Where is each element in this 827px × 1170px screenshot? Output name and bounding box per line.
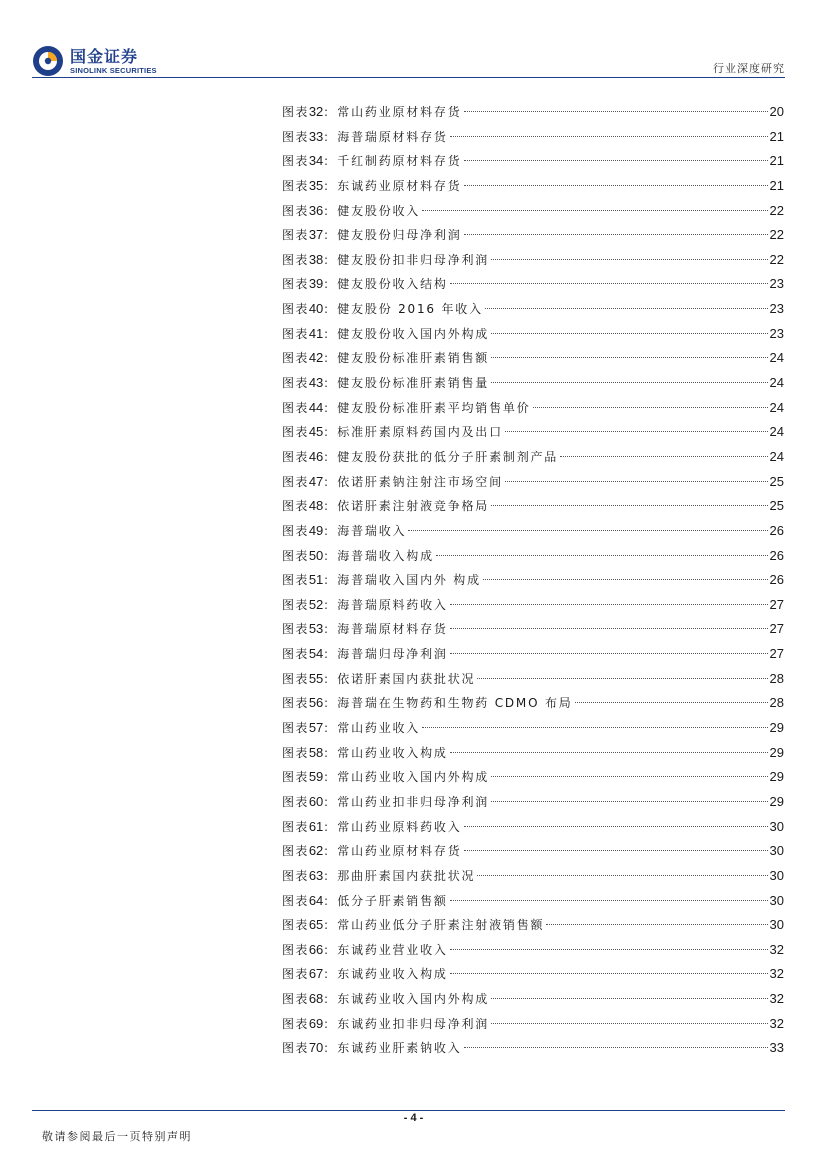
toc-label: 图表 xyxy=(282,105,309,119)
toc-colon: ： xyxy=(323,770,338,785)
toc-title: 健友股份获批的低分子肝素制剂产品 xyxy=(337,449,559,464)
toc-title: 常山药业扣非归母净利润 xyxy=(337,794,490,809)
toc-page-number: 24 xyxy=(769,448,784,464)
toc-page-number: 27 xyxy=(769,646,784,662)
toc-title: 健友股份 2016 年收入 xyxy=(337,302,483,317)
toc-label: 图表 xyxy=(282,819,309,834)
toc-label: 图表 xyxy=(282,400,309,415)
toc-figure-number: 41 xyxy=(308,325,324,341)
toc-figure-number: 38 xyxy=(308,251,324,267)
footer-divider xyxy=(32,1110,785,1111)
toc-page-number: 22 xyxy=(769,202,784,218)
toc-title: 依诺肝素国内获批状况 xyxy=(337,671,476,686)
toc-title: 常山药业原材料存货 xyxy=(337,105,462,119)
toc-page-number: 29 xyxy=(769,720,784,736)
toc-figure-number: 55 xyxy=(308,670,324,686)
toc-entry[interactable] xyxy=(282,815,784,840)
toc-label: 图表 xyxy=(282,622,309,637)
toc-page-number: 29 xyxy=(769,769,784,785)
toc-title: 东诚药业收入国内外构成 xyxy=(337,992,490,1007)
toc-entry[interactable] xyxy=(282,371,784,396)
toc-dot-leader xyxy=(450,973,768,974)
toc-figure-number: 66 xyxy=(308,941,324,957)
toc-figure-number: 44 xyxy=(308,399,324,415)
toc-entry[interactable] xyxy=(282,839,784,864)
toc-entry[interactable] xyxy=(282,691,784,716)
toc-colon: ： xyxy=(323,277,338,292)
toc-page-number: 32 xyxy=(769,966,784,982)
toc-page-number: 27 xyxy=(769,596,784,612)
toc-label: 图表 xyxy=(282,868,309,883)
toc-title: 东诚药业肝素钠收入 xyxy=(337,1041,462,1056)
toc-colon: ： xyxy=(323,1041,338,1056)
sinolink-logo-icon xyxy=(32,45,64,77)
toc-figure-number: 46 xyxy=(308,448,324,464)
toc-figure-number: 33 xyxy=(308,128,324,144)
toc-title: 海普瑞收入 xyxy=(337,523,407,538)
logo-chinese-name: 国金证券 xyxy=(70,46,139,66)
toc-title: 东诚药业收入构成 xyxy=(337,967,448,982)
toc-entry[interactable] xyxy=(282,938,784,963)
toc-label: 图表 xyxy=(282,499,309,514)
toc-page-number: 26 xyxy=(769,572,784,588)
toc-colon: ： xyxy=(323,474,338,489)
toc-label: 图表 xyxy=(282,696,309,711)
toc-page-number: 24 xyxy=(769,399,784,415)
toc-page-number: 30 xyxy=(769,867,784,883)
toc-dot-leader xyxy=(450,283,768,284)
toc-figure-number: 39 xyxy=(308,276,324,292)
toc-colon: ： xyxy=(323,918,338,933)
toc-title: 低分子肝素销售额 xyxy=(337,893,448,908)
toc-entry[interactable] xyxy=(282,962,784,987)
toc-label: 图表 xyxy=(282,376,309,391)
toc-figure-number: 36 xyxy=(308,202,324,218)
toc-dot-leader xyxy=(505,431,768,432)
toc-figure-number: 63 xyxy=(308,867,324,883)
toc-figure-number: 68 xyxy=(308,991,324,1007)
toc-colon: ： xyxy=(323,647,338,662)
toc-entry[interactable] xyxy=(282,445,784,470)
toc-page-number: 20 xyxy=(769,104,784,119)
toc-label: 图表 xyxy=(282,277,309,292)
toc-colon: ： xyxy=(323,425,338,440)
toc-entry[interactable] xyxy=(282,174,784,199)
toc-dot-leader xyxy=(464,111,768,112)
toc-dot-leader xyxy=(422,210,767,211)
toc-colon: ： xyxy=(323,868,338,883)
toc-colon: ： xyxy=(323,154,338,169)
toc-dot-leader xyxy=(450,653,768,654)
toc-title: 健友股份收入 xyxy=(337,203,421,218)
toc-title: 常山药业原材料存货 xyxy=(337,844,462,859)
toc-figure-number: 52 xyxy=(308,596,324,612)
toc-entry[interactable] xyxy=(282,420,784,445)
toc-colon: ： xyxy=(323,400,338,415)
toc-title: 海普瑞原料药收入 xyxy=(337,597,448,612)
toc-page-number: 24 xyxy=(769,350,784,366)
toc-colon: ： xyxy=(323,351,338,366)
toc-label: 图表 xyxy=(282,573,309,588)
toc-page-number: 23 xyxy=(769,276,784,292)
toc-dot-leader xyxy=(477,678,767,679)
toc-entry[interactable] xyxy=(282,470,784,495)
toc-page-number: 21 xyxy=(769,153,784,169)
toc-dot-leader xyxy=(450,604,768,605)
toc-entry[interactable] xyxy=(282,667,784,692)
toc-colon: ： xyxy=(323,1016,338,1031)
toc-page-number: 23 xyxy=(769,301,784,317)
toc-figure-number: 64 xyxy=(308,892,324,908)
toc-page-number: 21 xyxy=(769,128,784,144)
toc-title: 健友股份扣非归母净利润 xyxy=(337,252,490,267)
toc-page-number: 30 xyxy=(769,818,784,834)
toc-title: 海普瑞在生物药和生物药 CDMO 布局 xyxy=(337,696,573,711)
toc-dot-leader xyxy=(485,308,768,309)
toc-dot-leader xyxy=(560,456,767,457)
toc-figure-number: 32 xyxy=(308,104,324,119)
toc-dot-leader xyxy=(491,998,767,999)
toc-title: 海普瑞原材料存货 xyxy=(337,622,448,637)
toc-title: 东诚药业扣非归母净利润 xyxy=(337,1016,490,1031)
toc-entry[interactable] xyxy=(282,396,784,421)
toc-dot-leader xyxy=(464,826,768,827)
toc-label: 图表 xyxy=(282,129,309,144)
toc-colon: ： xyxy=(323,228,338,243)
toc-colon: ： xyxy=(323,326,338,341)
toc-entry[interactable] xyxy=(282,913,784,938)
toc-entry[interactable] xyxy=(282,494,784,519)
toc-label: 图表 xyxy=(282,252,309,267)
toc-title: 依诺肝素钠注射注市场空间 xyxy=(337,474,503,489)
toc-entry[interactable] xyxy=(282,1036,784,1061)
toc-page-number: 22 xyxy=(769,227,784,243)
toc-figure-number: 50 xyxy=(308,547,324,563)
toc-dot-leader xyxy=(533,407,768,408)
toc-entry[interactable] xyxy=(282,889,784,914)
toc-label: 图表 xyxy=(282,844,309,859)
toc-colon: ： xyxy=(323,573,338,588)
toc-colon: ： xyxy=(323,819,338,834)
toc-entry[interactable] xyxy=(282,1012,784,1037)
toc-colon: ： xyxy=(323,597,338,612)
toc-page-number: 29 xyxy=(769,793,784,809)
toc-title: 常山药业收入国内外构成 xyxy=(337,770,490,785)
toc-figure-number: 70 xyxy=(308,1040,324,1056)
toc-figure-number: 37 xyxy=(308,227,324,243)
toc-dot-leader xyxy=(575,702,768,703)
toc-dot-leader xyxy=(491,333,767,334)
page-header xyxy=(0,0,827,80)
toc-label: 图表 xyxy=(282,302,309,317)
toc-figure-number: 35 xyxy=(308,177,324,193)
toc-colon: ： xyxy=(323,992,338,1007)
toc-label: 图表 xyxy=(282,893,309,908)
toc-dot-leader xyxy=(450,136,768,137)
toc-label: 图表 xyxy=(282,671,309,686)
toc-figure-number: 48 xyxy=(308,498,324,514)
toc-entry[interactable] xyxy=(282,519,784,544)
toc-label: 图表 xyxy=(282,992,309,1007)
toc-page-number: 23 xyxy=(769,325,784,341)
toc-page-number: 28 xyxy=(769,670,784,686)
toc-label: 图表 xyxy=(282,154,309,169)
toc-page-number: 30 xyxy=(769,917,784,933)
toc-dot-leader xyxy=(408,530,767,531)
toc-title: 东诚药业原材料存货 xyxy=(337,178,462,193)
toc-title: 海普瑞原材料存货 xyxy=(337,129,448,144)
toc-title: 常山药业原料药收入 xyxy=(337,819,462,834)
toc-title: 千红制药原材料存货 xyxy=(337,154,462,169)
toc-page-number: 25 xyxy=(769,473,784,489)
toc-figure-number: 47 xyxy=(308,473,324,489)
toc-page-number: 32 xyxy=(769,991,784,1007)
toc-label: 图表 xyxy=(282,721,309,736)
toc-label: 图表 xyxy=(282,228,309,243)
toc-entry[interactable] xyxy=(282,248,784,273)
toc-page-number: 30 xyxy=(769,892,784,908)
toc-colon: ： xyxy=(323,893,338,908)
toc-title: 健友股份标准肝素销售额 xyxy=(337,351,490,366)
toc-colon: ： xyxy=(323,178,338,193)
toc-page-number: 32 xyxy=(769,941,784,957)
toc-figure-number: 45 xyxy=(308,424,324,440)
toc-dot-leader xyxy=(450,752,768,753)
toc-label: 图表 xyxy=(282,548,309,563)
toc-entry[interactable] xyxy=(282,125,784,150)
toc-label: 图表 xyxy=(282,203,309,218)
toc-label: 图表 xyxy=(282,351,309,366)
toc-colon: ： xyxy=(323,129,338,144)
toc-entry[interactable] xyxy=(282,642,784,667)
toc-title: 标准肝素原料药国内及出口 xyxy=(337,425,503,440)
toc-title: 健友股份标准肝素销售量 xyxy=(337,376,490,391)
toc-label: 图表 xyxy=(282,770,309,785)
toc-entry[interactable] xyxy=(282,149,784,174)
toc-page-number: 26 xyxy=(769,547,784,563)
toc-label: 图表 xyxy=(282,597,309,612)
toc-entry[interactable] xyxy=(282,223,784,248)
toc-page-number: 24 xyxy=(769,424,784,440)
toc-page-number: 30 xyxy=(769,843,784,859)
toc-colon: ： xyxy=(323,745,338,760)
toc-label: 图表 xyxy=(282,942,309,957)
toc-entry[interactable] xyxy=(282,593,784,618)
toc-page-number: 33 xyxy=(769,1040,784,1056)
toc-label: 图表 xyxy=(282,326,309,341)
toc-page-number: 25 xyxy=(769,498,784,514)
toc-label: 图表 xyxy=(282,647,309,662)
toc-figure-number: 62 xyxy=(308,843,324,859)
toc-figure-number: 67 xyxy=(308,966,324,982)
header-divider xyxy=(32,77,785,78)
toc-colon: ： xyxy=(323,523,338,538)
toc-title: 海普瑞归母净利润 xyxy=(337,647,448,662)
toc-dot-leader xyxy=(450,900,768,901)
toc-title: 依诺肝素注射液竞争格局 xyxy=(337,499,490,514)
toc-dot-leader xyxy=(477,875,767,876)
toc-label: 图表 xyxy=(282,449,309,464)
toc-entry[interactable] xyxy=(282,199,784,224)
toc-figure-number: 61 xyxy=(308,818,324,834)
toc-title: 东诚药业营业收入 xyxy=(337,942,448,957)
toc-dot-leader xyxy=(491,801,767,802)
logo-english-name: SINOLINK SECURITIES xyxy=(70,65,157,75)
toc-colon: ： xyxy=(323,449,338,464)
toc-dot-leader xyxy=(491,259,767,260)
toc-colon: ： xyxy=(323,252,338,267)
toc-label: 图表 xyxy=(282,745,309,760)
toc-colon: ： xyxy=(323,794,338,809)
toc-dot-leader xyxy=(464,160,768,161)
toc-entry[interactable] xyxy=(282,790,784,815)
toc-label: 图表 xyxy=(282,1041,309,1056)
footer-disclaimer: 敬请参阅最后一页特别声明 xyxy=(42,1130,192,1143)
toc-entry[interactable] xyxy=(282,987,784,1012)
toc-figure-number: 53 xyxy=(308,621,324,637)
toc-colon: ： xyxy=(323,844,338,859)
toc-figure-number: 43 xyxy=(308,375,324,391)
toc-page-number: 28 xyxy=(769,695,784,711)
toc-title: 海普瑞收入构成 xyxy=(337,548,434,563)
toc-title: 健友股份归母净利润 xyxy=(337,228,462,243)
toc-title: 常山药业低分子肝素注射液销售额 xyxy=(337,918,545,933)
toc-entry[interactable] xyxy=(282,765,784,790)
toc-figure-number: 49 xyxy=(308,522,324,538)
toc-title: 常山药业收入构成 xyxy=(337,745,448,760)
toc-figure-number: 59 xyxy=(308,769,324,785)
toc-entry[interactable] xyxy=(282,272,784,297)
toc-colon: ： xyxy=(323,548,338,563)
toc-title: 健友股份标准肝素平均销售单价 xyxy=(337,400,531,415)
toc-page-number: 22 xyxy=(769,251,784,267)
toc-figure-number: 60 xyxy=(308,793,324,809)
toc-page-number: 26 xyxy=(769,522,784,538)
toc-figure-number: 51 xyxy=(308,572,324,588)
toc-dot-leader xyxy=(491,1023,767,1024)
toc-colon: ： xyxy=(323,967,338,982)
toc-entry[interactable] xyxy=(282,568,784,593)
toc-entry[interactable] xyxy=(282,346,784,371)
toc-title: 海普瑞收入国内外 构成 xyxy=(337,573,481,588)
toc-page-number: 29 xyxy=(769,744,784,760)
report-type: 行业深度研究 xyxy=(713,62,785,75)
toc-dot-leader xyxy=(450,628,768,629)
toc-figure-number: 57 xyxy=(308,720,324,736)
toc-dot-leader xyxy=(422,727,767,728)
toc-figure-number: 40 xyxy=(308,301,324,317)
toc-colon: ： xyxy=(323,105,338,119)
toc-page-number: 24 xyxy=(769,375,784,391)
toc-entry[interactable] xyxy=(282,297,784,322)
toc-colon: ： xyxy=(323,942,338,957)
toc-figure-number: 58 xyxy=(308,744,324,760)
toc-entry[interactable] xyxy=(282,100,784,125)
toc-entry[interactable] xyxy=(282,741,784,766)
toc-label: 图表 xyxy=(282,178,309,193)
toc-dot-leader xyxy=(491,357,767,358)
company-logo xyxy=(32,44,157,78)
toc-dot-leader xyxy=(491,382,767,383)
toc-figure-number: 69 xyxy=(308,1015,324,1031)
toc-colon: ： xyxy=(323,203,338,218)
toc-title: 健友股份收入结构 xyxy=(337,277,448,292)
toc-page-number: 27 xyxy=(769,621,784,637)
toc-label: 图表 xyxy=(282,1016,309,1031)
toc-figure-number: 56 xyxy=(308,695,324,711)
toc-figure-number: 42 xyxy=(308,350,324,366)
toc-entry[interactable] xyxy=(282,864,784,889)
toc-title: 那曲肝素国内获批状况 xyxy=(337,868,476,883)
toc-page-number: 32 xyxy=(769,1015,784,1031)
toc-colon: ： xyxy=(323,671,338,686)
toc-dot-leader xyxy=(491,776,767,777)
toc-entry[interactable] xyxy=(282,617,784,642)
toc-dot-leader xyxy=(464,1047,768,1048)
toc-label: 图表 xyxy=(282,918,309,933)
toc-colon: ： xyxy=(323,499,338,514)
toc-label: 图表 xyxy=(282,425,309,440)
toc-dot-leader xyxy=(483,579,768,580)
toc-colon: ： xyxy=(323,302,338,317)
toc-entry[interactable] xyxy=(282,544,784,569)
toc-figure-number: 54 xyxy=(308,646,324,662)
toc-dot-leader xyxy=(505,481,768,482)
toc-dot-leader xyxy=(464,850,768,851)
page-number: - 4 - xyxy=(403,1112,424,1124)
toc-label: 图表 xyxy=(282,523,309,538)
toc-entry[interactable] xyxy=(282,716,784,741)
toc-title: 常山药业收入 xyxy=(337,721,421,736)
toc-colon: ： xyxy=(323,376,338,391)
toc-dot-leader xyxy=(450,949,768,950)
toc-dot-leader xyxy=(436,555,768,556)
toc-page-number: 21 xyxy=(769,177,784,193)
toc-dot-leader xyxy=(464,185,768,186)
toc-colon: ： xyxy=(323,622,338,637)
toc-dot-leader xyxy=(491,505,767,506)
toc-dot-leader xyxy=(464,234,768,235)
toc-figure-number: 34 xyxy=(308,153,324,169)
toc-entry[interactable] xyxy=(282,322,784,347)
toc-dot-leader xyxy=(546,924,767,925)
toc-label: 图表 xyxy=(282,967,309,982)
toc-figure-number: 65 xyxy=(308,917,324,933)
toc-colon: ： xyxy=(323,721,338,736)
toc-colon: ： xyxy=(323,696,338,711)
toc-label: 图表 xyxy=(282,474,309,489)
toc-label: 图表 xyxy=(282,794,309,809)
toc-title: 健友股份收入国内外构成 xyxy=(337,326,490,341)
figure-list xyxy=(282,100,784,1061)
